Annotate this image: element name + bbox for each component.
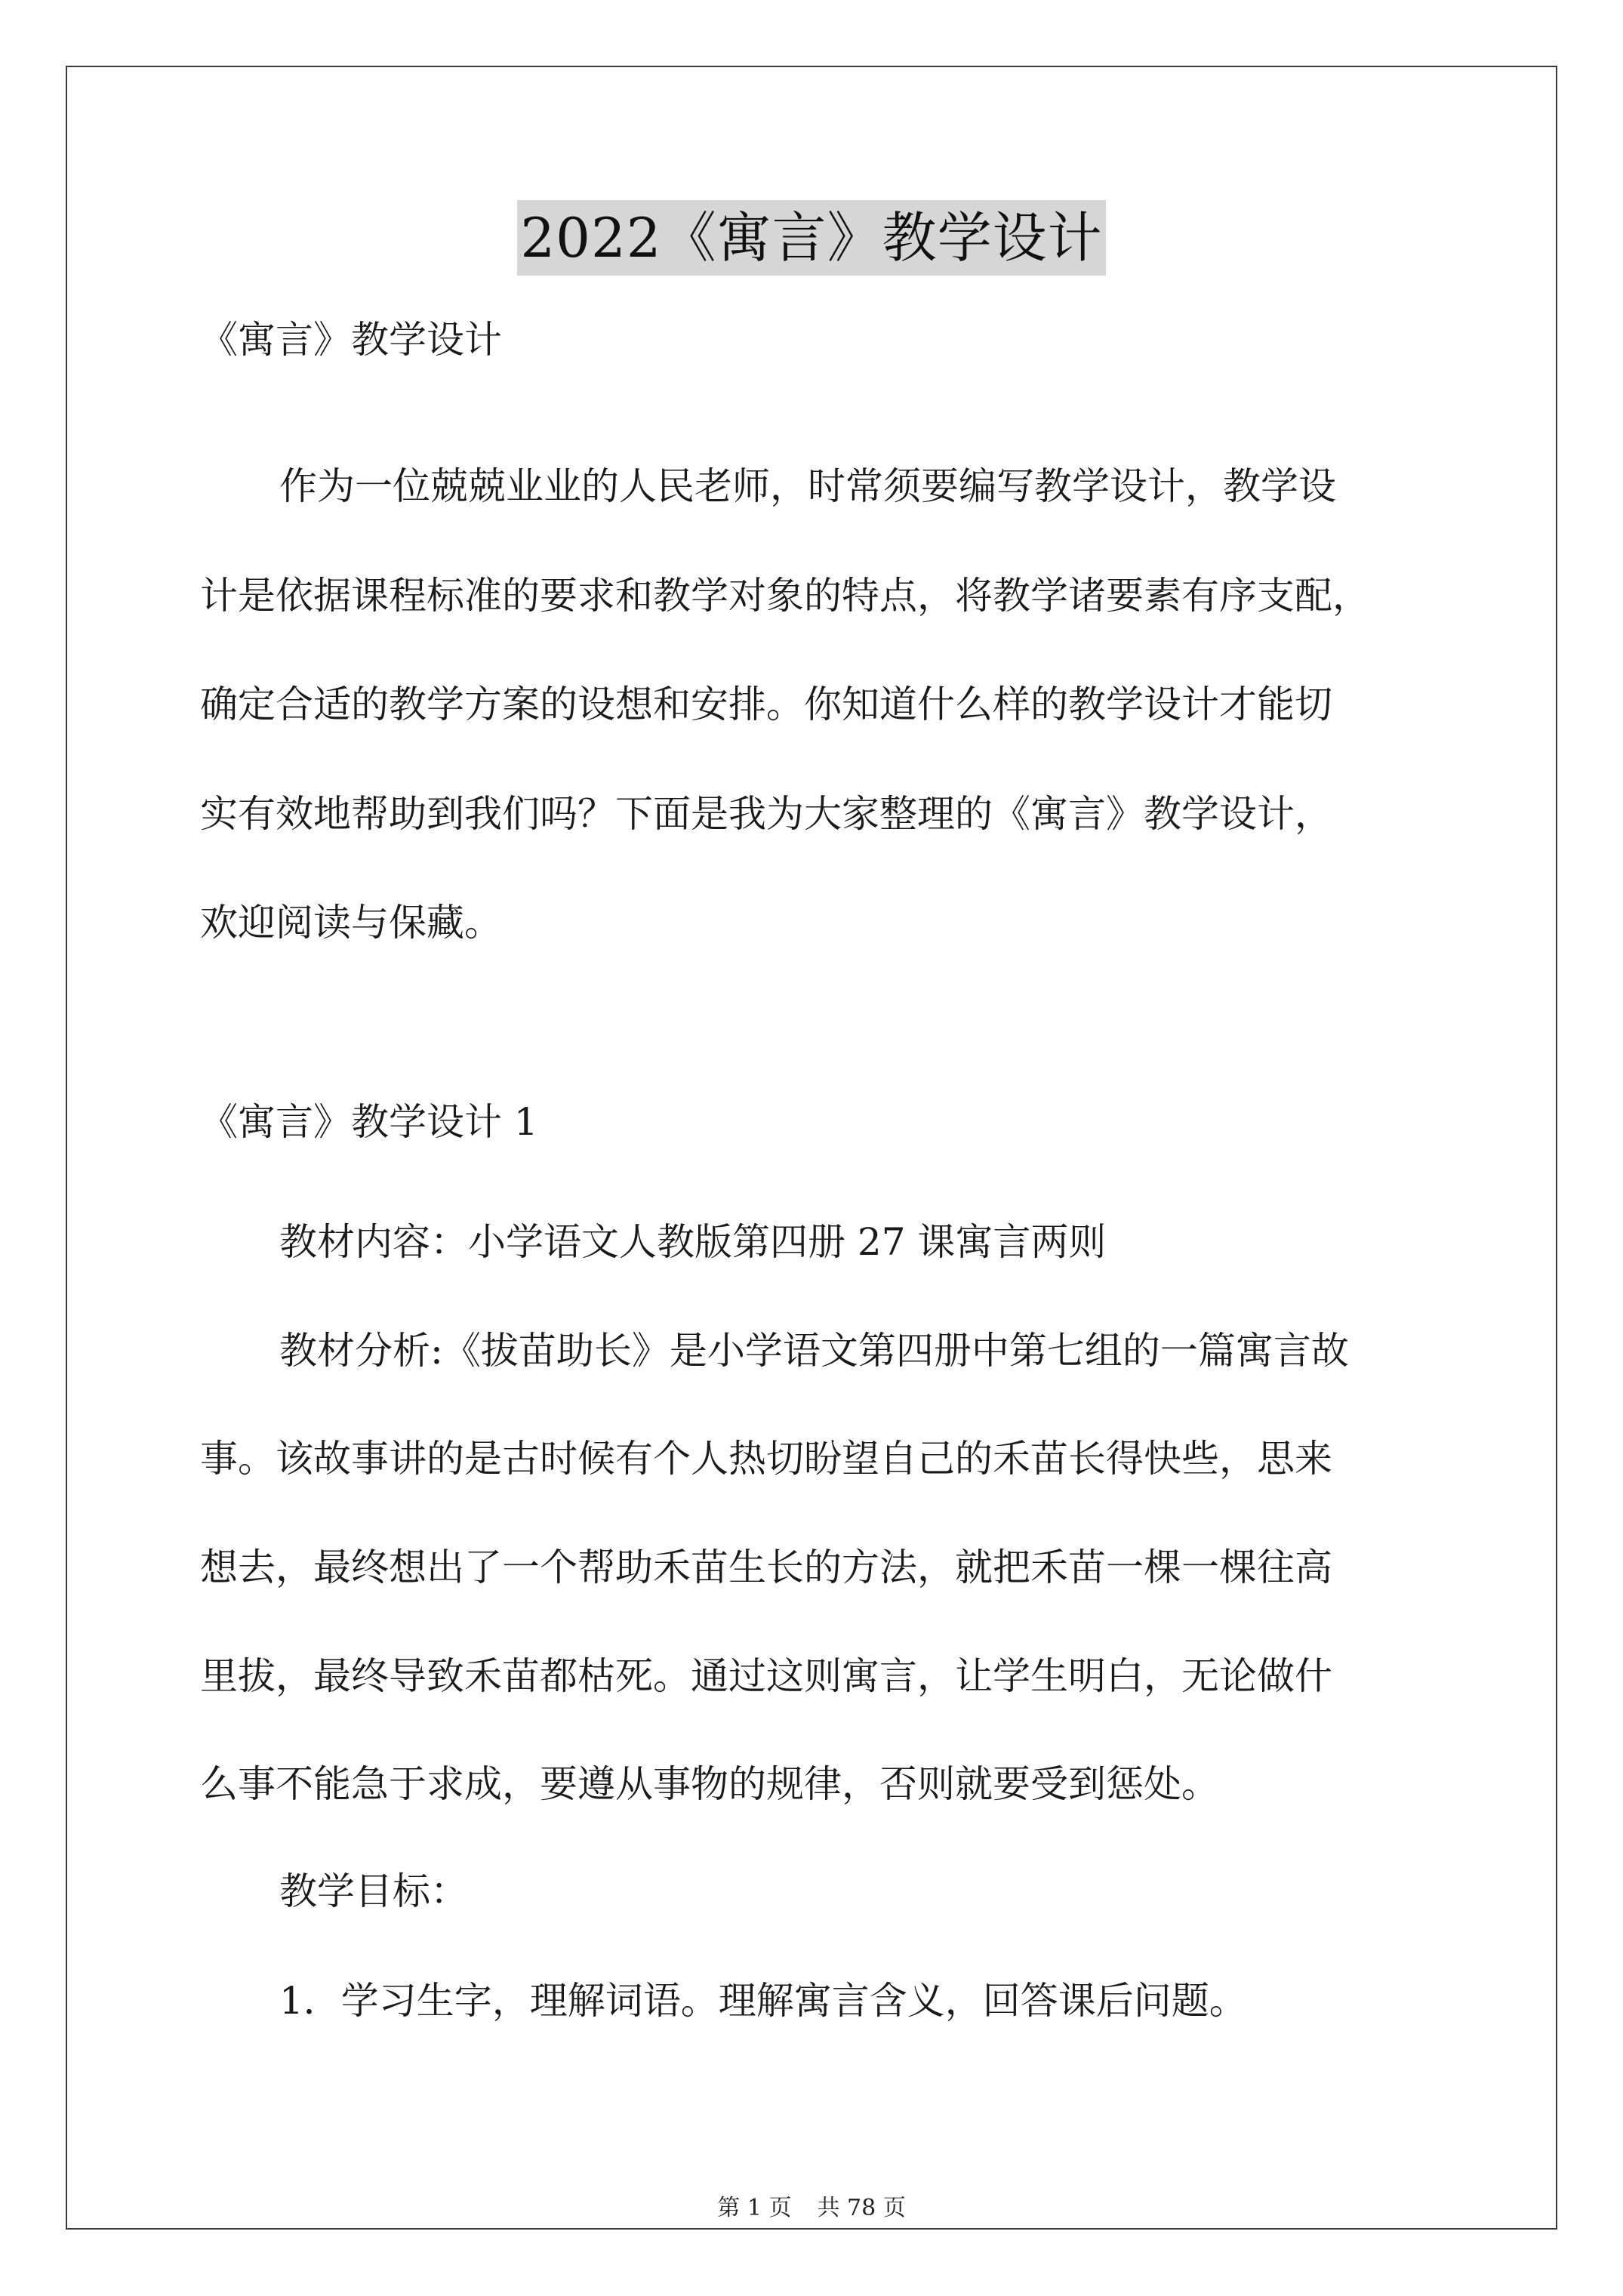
page-total: 共 78 页 bbox=[817, 2195, 906, 2221]
section-heading: 《寓言》教学设计 1 bbox=[200, 1100, 538, 1144]
title-block bbox=[0, 200, 1623, 276]
paragraph-line: 作为一位兢兢业业的人民老师，时常须要编写教学设计，教学设 bbox=[279, 464, 1336, 508]
page-number: 第 1 页 bbox=[717, 2195, 792, 2221]
page-footer bbox=[0, 2193, 1623, 2224]
paragraph-line: 想去，最终想出了一个帮助禾苗生长的方法，就把禾苗一棵一棵往高 bbox=[200, 1546, 1332, 1589]
paragraph-line: 计是依据课程标准的要求和教学对象的特点，将教学诸要素有序支配， bbox=[200, 574, 1370, 618]
document-title: 2022《寓言》教学设计 bbox=[517, 200, 1105, 276]
paragraph-line: 1．学习生字，理解词语。理解寓言含义，回答课后问题。 bbox=[279, 1979, 1247, 2023]
paragraph-line: 里拔，最终导致禾苗都枯死。通过这则寓言，让学生明白，无论做什 bbox=[200, 1654, 1332, 1698]
intro-heading: 《寓言》教学设计 bbox=[200, 318, 502, 362]
paragraph-line: 教学目标： bbox=[279, 1869, 468, 1913]
paragraph-line: 欢迎阅读与保藏。 bbox=[200, 901, 502, 945]
paragraph-line: 么事不能急于求成，要遵从事物的规律，否则就要受到惩处。 bbox=[200, 1762, 1219, 1806]
paragraph-line: 教材分析:《拔苗助长》是小学语文第四册中第七组的一篇寓言故 bbox=[279, 1329, 1349, 1373]
paragraph-line: 教材内容：小学语文人教版第四册 27 课寓言两则 bbox=[279, 1220, 1107, 1264]
paragraph-line: 实有效地帮助到我们吗？下面是我为大家整理的《寓言》教学设计， bbox=[200, 792, 1332, 836]
paragraph-line: 事。该故事讲的是古时候有个人热切盼望自己的禾苗长得快些，思来 bbox=[200, 1437, 1332, 1481]
paragraph-line: 确定合适的教学方案的设想和安排。你知道什么样的教学设计才能切 bbox=[200, 683, 1332, 726]
